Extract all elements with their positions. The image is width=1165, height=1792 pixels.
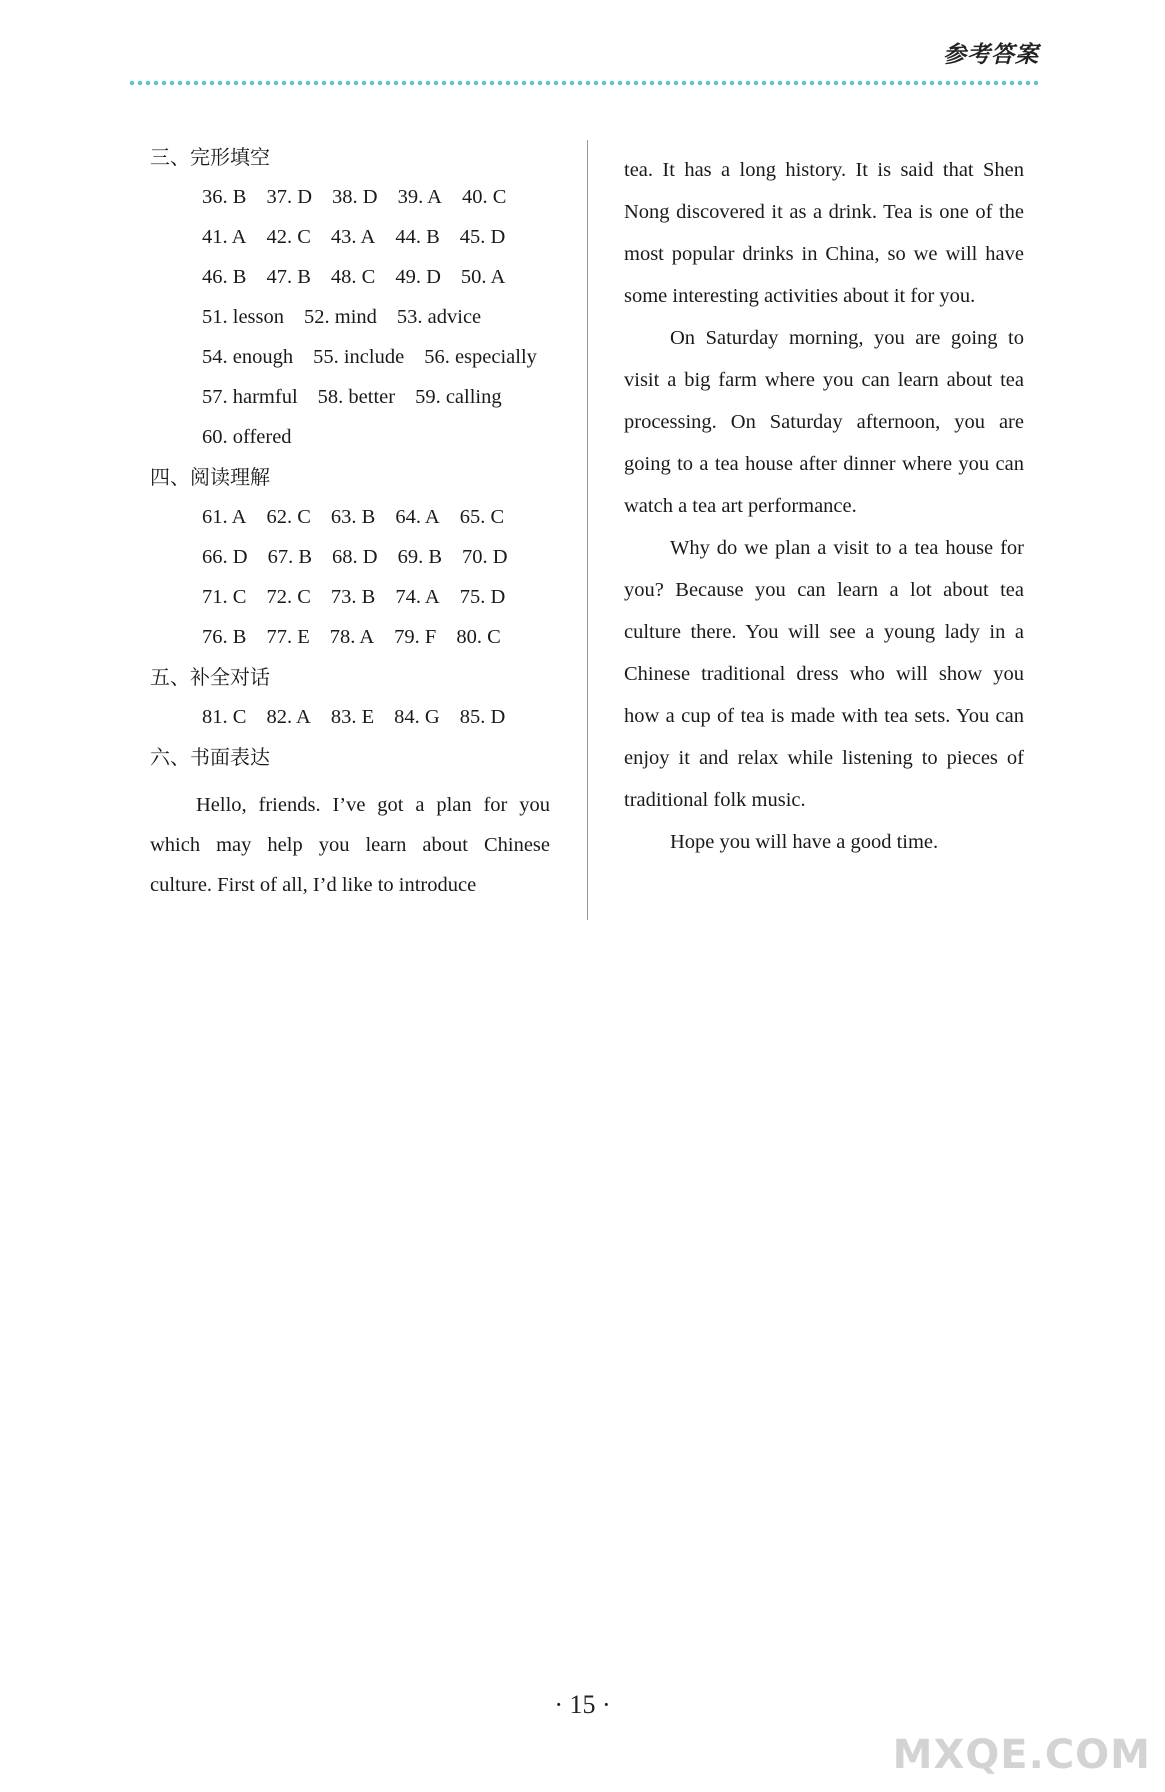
answer-rows-cloze	[150, 177, 560, 457]
answer-item: 47. B	[266, 266, 311, 288]
column-divider	[587, 140, 588, 920]
answer-row	[202, 177, 560, 217]
answer-item: 40. C	[462, 186, 507, 208]
right-column	[624, 149, 1024, 863]
watermark-logo: MXQE.COM	[892, 1732, 1151, 1778]
answer-row	[202, 217, 560, 257]
answer-item: 68. D	[332, 546, 378, 568]
answer-item: 58. better	[317, 386, 396, 408]
section-dialogue	[150, 657, 560, 737]
answer-item: 81. C	[202, 706, 247, 728]
essay-paragraph-3: Why do we plan a visit to a tea house for you? Because you can learn a lot about tea culture there. You will see a young lady in a Chinese traditional dress who will show you how a cup of tea is made with tea sets. You can enjoy it and relax while listening to pieces of traditional folk music.	[624, 537, 1024, 811]
answer-item: 42. C	[266, 226, 311, 248]
page-number: · 15 ·	[554, 1690, 611, 1719]
section-heading-reading: 四、阅读理解	[150, 465, 270, 489]
answer-row	[202, 257, 560, 297]
answer-row	[202, 617, 560, 657]
answer-item: 59. calling	[415, 386, 502, 408]
answer-item: 71. C	[202, 586, 247, 608]
left-column	[150, 137, 560, 926]
answer-item: 69. B	[397, 546, 442, 568]
answer-item: 57. harmful	[202, 386, 298, 408]
answer-item: 72. C	[266, 586, 311, 608]
answer-row	[202, 377, 560, 417]
answer-item: 44. B	[395, 226, 440, 248]
answer-item: 78. A	[329, 626, 375, 648]
essay-paragraph-1-continued: tea. It has a long history. It is said that Shen Nong discovered it as a drink. Tea is one of the most popular drinks in China, so we will have some interesting activities about it for you.	[624, 159, 1024, 307]
answer-item: 45. D	[459, 226, 506, 248]
answer-item: 39. A	[397, 186, 442, 208]
section-heading-dialogue: 五、补全对话	[150, 665, 270, 689]
answer-item: 54. enough	[202, 346, 294, 368]
answer-item: 53. advice	[396, 306, 482, 328]
answer-item: 84. G	[394, 706, 440, 728]
answer-item: 55. include	[313, 346, 405, 368]
answer-item: 77. E	[266, 626, 310, 648]
answer-item: 66. D	[202, 546, 248, 568]
answer-item: 36. B	[202, 186, 247, 208]
answer-item: 41. A	[202, 226, 247, 248]
answer-item: 49. D	[395, 266, 441, 288]
answer-item: 50. A	[460, 266, 506, 288]
answer-item: 48. C	[330, 266, 376, 288]
answer-item: 80. C	[456, 626, 501, 648]
answer-item: 83. E	[330, 706, 375, 728]
answer-item: 65. C	[459, 506, 505, 528]
answer-item: 37. D	[266, 186, 312, 208]
section-writing	[150, 737, 560, 905]
answer-item: 85. D	[459, 706, 506, 728]
essay-paragraph-4: Hope you will have a good time.	[670, 831, 939, 853]
answer-item: 79. F	[394, 626, 437, 648]
answer-row	[202, 697, 560, 737]
answer-row	[202, 337, 560, 377]
answer-rows-dialogue	[150, 697, 560, 737]
answer-row	[202, 297, 560, 337]
header-dotted-rule	[128, 80, 1038, 86]
answer-item: 52. mind	[304, 306, 377, 328]
section-cloze	[150, 137, 560, 457]
answer-item: 76. B	[202, 626, 247, 648]
answer-item: 75. D	[459, 586, 506, 608]
answer-item: 56. especially	[424, 346, 537, 368]
section-reading	[150, 457, 560, 657]
answer-item: 60. offered	[202, 426, 292, 448]
answer-item: 67. B	[267, 546, 312, 568]
header-title: 参考答案	[943, 42, 1039, 68]
answer-item: 74. A	[395, 586, 440, 608]
answer-item: 64. A	[395, 506, 440, 528]
answer-item: 51. lesson	[202, 306, 284, 328]
section-heading-cloze: 三、完形填空	[150, 145, 270, 169]
answer-item: 73. B	[330, 586, 376, 608]
answer-item: 43. A	[330, 226, 376, 248]
answer-item: 82. A	[266, 706, 311, 728]
essay-paragraph-2: On Saturday morning, you are going to visit a big farm where you can learn about tea processing. On Saturday afternoon, you are going to a tea house after dinner where you can watch a tea art performance.	[624, 327, 1024, 517]
answer-item: 46. B	[202, 266, 247, 288]
essay-paragraph-1: Hello, friends. I’ve got a plan for you which may help you learn about Chinese culture. First of all, I’d like to introduce	[150, 794, 550, 896]
answer-item: 62. C	[266, 506, 311, 528]
answer-item: 61. A	[202, 506, 247, 528]
answer-row	[202, 577, 560, 617]
section-heading-writing: 六、书面表达	[150, 745, 270, 769]
answer-row	[202, 417, 560, 457]
answer-item: 70. D	[462, 546, 508, 568]
answer-item: 38. D	[332, 186, 378, 208]
answer-rows-reading	[150, 497, 560, 657]
answer-row	[202, 537, 560, 577]
answer-row	[202, 497, 560, 537]
answer-item: 63. B	[330, 506, 376, 528]
